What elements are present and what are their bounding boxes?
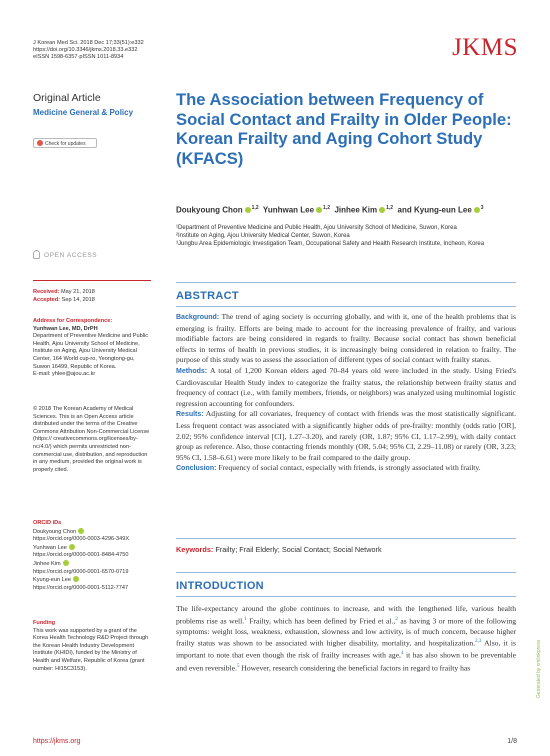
intro-text: Also, it is important to note that even though the risk of frailty increases with age, — [176, 638, 516, 660]
issn-line: eISSN 1598-6357·pISSN 1011-8934 — [33, 54, 124, 60]
received-label: Received: — [33, 289, 60, 295]
author-affiliation: 3 — [480, 205, 484, 211]
background-text: The trend of aging society is occurring globally, and with it, one of the health problems that is emerging is frailty. Efforts are being made to account for the increasing prevalence of frailty, and various modifiable factors are being considered in regards to frailty. Because social contact has shown beneficial effects in terms of health in previous studies, it is increasingly being considered in relation to frailty. The purpose of this study was to assess the association of different types of social contact with frailty status. — [176, 312, 516, 365]
orcid-entry — [33, 528, 151, 537]
orcid-icon — [78, 528, 84, 534]
orcid-name: Jinhee Kim — [33, 560, 61, 567]
methods-text: A total of 1,200 Korean elders aged 70–84 years old were included in the study. Using Fried's Cardiovascular Health Study index to categorize the frailty status, the relationship between frailty status and frequency of contact (i.e., with family members, friends, or neighbors) was analyzed using multinomial logistic regression accounting for confounders. — [176, 365, 517, 408]
abstract-heading: ABSTRACT — [176, 290, 239, 302]
conclusion-text: Frequency of social contact, especially with friends, is strongly associated with frailty. — [218, 463, 481, 473]
intro-heading-rule — [176, 596, 516, 597]
author-affiliation: 1,2 — [323, 205, 330, 211]
author-name: Jinhee Kim — [334, 205, 378, 215]
doi-link[interactable]: https://doi.org/10.3346/jkms.2018.33.e332 — [33, 47, 138, 53]
keywords-label: Keywords: — [176, 545, 214, 554]
author-affiliation: 1,2 — [251, 205, 259, 211]
journal-logo: JKMS — [452, 34, 518, 61]
funding-block — [33, 620, 151, 673]
check-updates-label: Check for updates — [45, 141, 86, 147]
open-lock-icon — [33, 250, 40, 259]
orcid-link[interactable]: https://orcid.org/0000-0001-6570-0719 — [33, 568, 129, 575]
generator-watermark — [533, 600, 543, 700]
keywords — [176, 545, 516, 554]
orcid-icon[interactable] — [316, 207, 322, 213]
orcid-name: Kyung-eun Lee — [33, 577, 71, 584]
intro-text: as having 3 or more of the following symptoms: weight loss, weakness, exhaustion, slowness and low activity, is of much concern, because higher frailty status was shown to be associated with higher disability, mortality, and hospitalization. — [176, 616, 516, 648]
author-affiliation: 1,2 — [386, 205, 394, 211]
introduction-heading: INTRODUCTION — [176, 580, 264, 592]
abstract-top-rule — [176, 282, 516, 283]
abstract-body — [176, 312, 516, 475]
affiliation-item: ¹Department of Preventive Medicine and Public Health, Ajou University School of Medicine, Suwon, Korea — [176, 225, 457, 231]
reference-link[interactable]: 2,3 — [475, 639, 482, 645]
orcid-heading: ORCID iDs — [33, 520, 62, 526]
correspondence-email[interactable]: E-mail: yhlee@ajou.ac.kr — [33, 371, 96, 378]
dates-block — [33, 289, 151, 304]
crossmark-icon — [37, 140, 43, 146]
correspondence-block — [33, 318, 151, 379]
orcid-icon[interactable] — [245, 207, 251, 213]
orcid-icon — [63, 560, 69, 566]
orcid-icon — [69, 544, 75, 550]
funding-heading: Funding — [33, 620, 56, 626]
author-name: Doukyoung Chon — [176, 205, 243, 215]
affiliation-item: ²Institute on Aging, Ajou University Medical Center, Suwon, Korea — [176, 233, 350, 239]
received-date: May 21, 2018 — [61, 289, 95, 295]
generator-text: Generated by xmlinkpress — [536, 639, 542, 698]
citation-line: J Korean Med Sci. 2018 Dec 17;33(51):e332 — [33, 40, 144, 46]
conclusion-label: Conclusion: — [176, 465, 217, 473]
results-label: Results: — [176, 411, 204, 419]
article-section: Medicine General & Policy — [33, 108, 134, 117]
journal-url-link[interactable]: https://jkms.org — [33, 738, 81, 745]
orcid-name: Yunhwan Lee — [33, 544, 67, 551]
article-title: The Association between Frequency of Social Contact and Frailty in Older People: Korean Frailty and Aging Cohort Study (KFACS) — [176, 90, 512, 168]
license-text: © 2018 The Korean Academy of Medical Sciences. This is an Open Access article distributed under the terms of the Creative Commons Attribution Non-Commercial License (https:// creativecommons.org/licenses/by-nc/4.0/) which permits unrestricted non-commercial use, distribution, and reproduction in any medium, provided the original work is properly cited. — [33, 406, 150, 473]
intro-text: Frailty, which has been defined by Fried et al., — [246, 616, 396, 626]
author-list — [176, 205, 516, 215]
affiliation-item: ³Jungbu Area Epidemiologic Investigation Team, Occupational Safety and Health Research Institute, Incheon, Korea — [176, 241, 485, 247]
accepted-label: Accepted: — [33, 296, 61, 303]
citation-block — [33, 40, 144, 61]
intro-text: it has also shown to be preventable and even reversible. — [176, 650, 517, 673]
orcid-block — [33, 520, 151, 592]
abstract-heading-rule — [176, 306, 516, 307]
methods-label: Methods: — [176, 367, 208, 375]
results-text: Adjusting for all covariates, frequency of contact with friends was the most statistically significant. Less frequent contact was associated with a significantly higher odds of pre-frailty: monthly (odds ratio [OR], 2.02; 95% confidence interval [CI], 1.27–3.20), and rarely (OR, 1.87; 95% CI, 1.17–2.99), with daily contact group as reference. Also, those contacting friends monthly (OR, 5.04; 95% CI, 2.29–11.08) or rarely (OR, 3.23; 95% CI, 1.58–6.61) were more likely to be frail compared to the daily group. — [176, 409, 516, 462]
intro-text: However, research considering the beneficial factors in regard to frailty has — [239, 663, 471, 673]
article-type: Original Article — [33, 92, 101, 104]
reference-link[interactable]: 2 — [395, 616, 398, 622]
orcid-link[interactable]: https://orcid.org/0000-0001-5112-7747 — [33, 584, 129, 591]
orcid-link[interactable]: https://orcid.org/0000-0001-8484-4750 — [33, 552, 129, 559]
reference-link[interactable]: 5 — [236, 663, 240, 669]
keywords-text: Frailty; Frail Elderly; Social Contact; Social Network — [215, 545, 382, 554]
reference-link[interactable]: 4 — [400, 651, 404, 657]
affiliations — [176, 224, 516, 248]
reference-link[interactable]: 1 — [244, 616, 247, 622]
orcid-icon — [73, 576, 79, 582]
open-access-badge — [33, 250, 97, 259]
keywords-rule — [176, 538, 516, 539]
sidebar-divider — [33, 280, 151, 281]
funding-text: This work was supported by a grant of the Korea Health Technology R&D Project through the Korean Health Industry Development Institute (KHIDI), funded by the Ministry of Health and Welfare, Republic of Korea (grant number: HI15C3153). — [33, 627, 149, 672]
correspondence-name: Yunhwan Lee, MD, DrPH — [33, 325, 98, 332]
check-updates-button[interactable] — [33, 138, 97, 148]
introduction-body — [176, 604, 516, 674]
correspondence-address: Department of Preventive Medicine and Public Health, Ajou University School of Medicine, Institute on Aging, Ajou University Medical Center, 164 World cup-ro, Yeongtong-gu, Suwon 16499, Republic of Korea. — [33, 333, 149, 370]
orcid-name: Doukyoung Chon — [33, 528, 77, 535]
intro-top-rule — [176, 572, 516, 573]
open-access-label: OPEN ACCESS — [44, 252, 98, 259]
correspondence-heading: Address for Correspondence: — [33, 318, 113, 324]
author-name: Yunhwan Lee — [262, 205, 315, 215]
orcid-entry — [33, 544, 151, 553]
orcid-entry — [33, 576, 151, 585]
orcid-link[interactable]: https://orcid.org/0000-0003-4296-349X — [33, 536, 130, 543]
accepted-date: Sep 14, 2018 — [61, 296, 95, 303]
intro-text: The life-expectancy around the globe continues to increase, and with the lengthened life, various health problems rise as well. — [176, 604, 516, 626]
page-number: 1/8 — [507, 738, 517, 745]
orcid-icon[interactable] — [474, 207, 480, 213]
author-name: and Kyung-eun Lee — [397, 205, 472, 215]
orcid-entry — [33, 560, 151, 569]
orcid-icon[interactable] — [379, 207, 385, 213]
background-label: Background: — [176, 314, 220, 321]
